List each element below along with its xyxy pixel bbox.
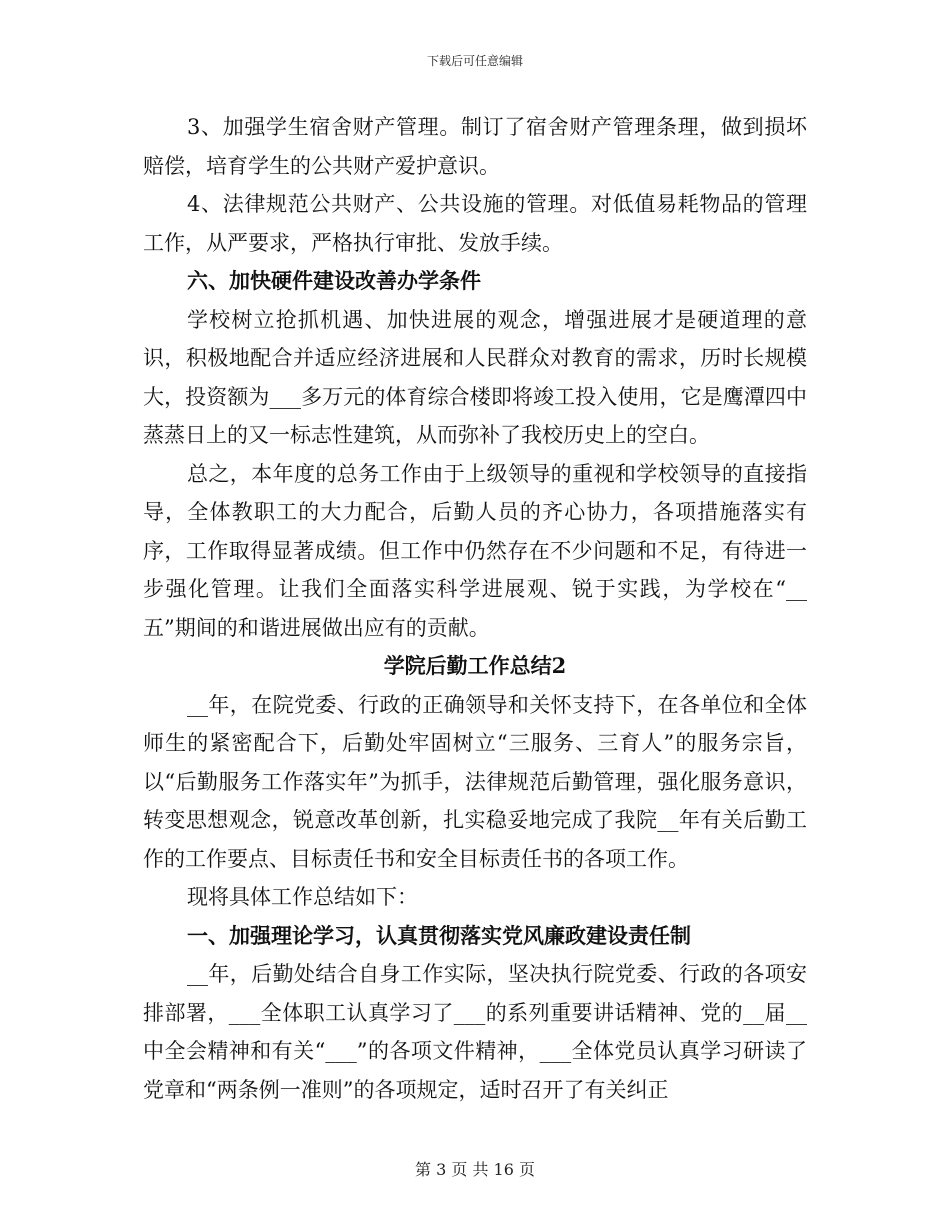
paragraph-conclusion: 总之，本年度的总务工作由于上级领导的重视和学校领导的直接指导，全体教职工的大力配合，后勤人员的齐心协力，各项措施落实有序，工作取得显著成绩。但工作中仍然存在不少问题和不足，有待进一步强化管理。让我们全面落实科学进展观、锐于实践，为学校在“__五”期间的和谐进展做出应有的贡献。 [143,461,807,640]
paragraph-theory-study: __年，后勤处结合自身工作实际，坚决执行院党委、行政的各项安排部署，___全体职工认真学习了___的系列重要讲话精神、党的__届__中全会精神和有关“___”的各项文件精神，___全体党员认真学习研读了党章和“两条例一准则”的各项规定，适时召开了有关纠正 [143,962,807,1102]
section-heading-theory-study: 一、加强理论学习，认真贯彻落实党风廉政建设责任制 [187,922,691,948]
paragraph-public-property: 4、法律规范公共财产、公共设施的管理。对低值易耗物品的管理工作，从严要求，严格执行审批、发放手续。 [143,192,807,255]
document-body [143,108,807,1109]
paragraph-hardware-building: 学校树立抢抓机遇、加快进展的观念，增强进展才是硬道理的意识，积极地配合并适应经济进展和人民群众对教育的需求，历时长规模大，投资额为___多万元的体育综合楼即将竣工投入使用，它是鹰潭四中蒸蒸日上的又一标志性建筑，从而弥补了我校历史上的空白。 [143,307,807,447]
paragraph-dorm-property: 3、加强学生宿舍财产管理。制订了宿舍财产管理条理，做到损坏赔偿，培育学生的公共财产爱护意识。 [143,115,807,178]
page-footer-number: 第 3 页 共 16 页 [415,1160,535,1179]
document-title-summary-2: 学院后勤工作总结2 [383,653,567,678]
section-heading-hardware: 六、加快硬件建设改善办学条件 [187,268,481,293]
page-header-note: 下载后可任意编辑 [426,54,523,68]
paragraph-intro-summary-2: __年，在院党委、行政的正确领导和关怀支持下，在各单位和全体师生的紧密配合下，后勤处牢固树立“三服务、三育人”的服务宗旨，以“后勤服务工作落实年”为抓手，法律规范后勤管理，强化服务意识，转变思想观念，锐意改革创新，扎实稳妥地完成了我院__年有关后勤工作的工作要点、目标责任书和安全目标责任书的各项工作。 [143,692,807,871]
paragraph-summary-lead: 现将具体工作总结如下： [187,885,418,909]
